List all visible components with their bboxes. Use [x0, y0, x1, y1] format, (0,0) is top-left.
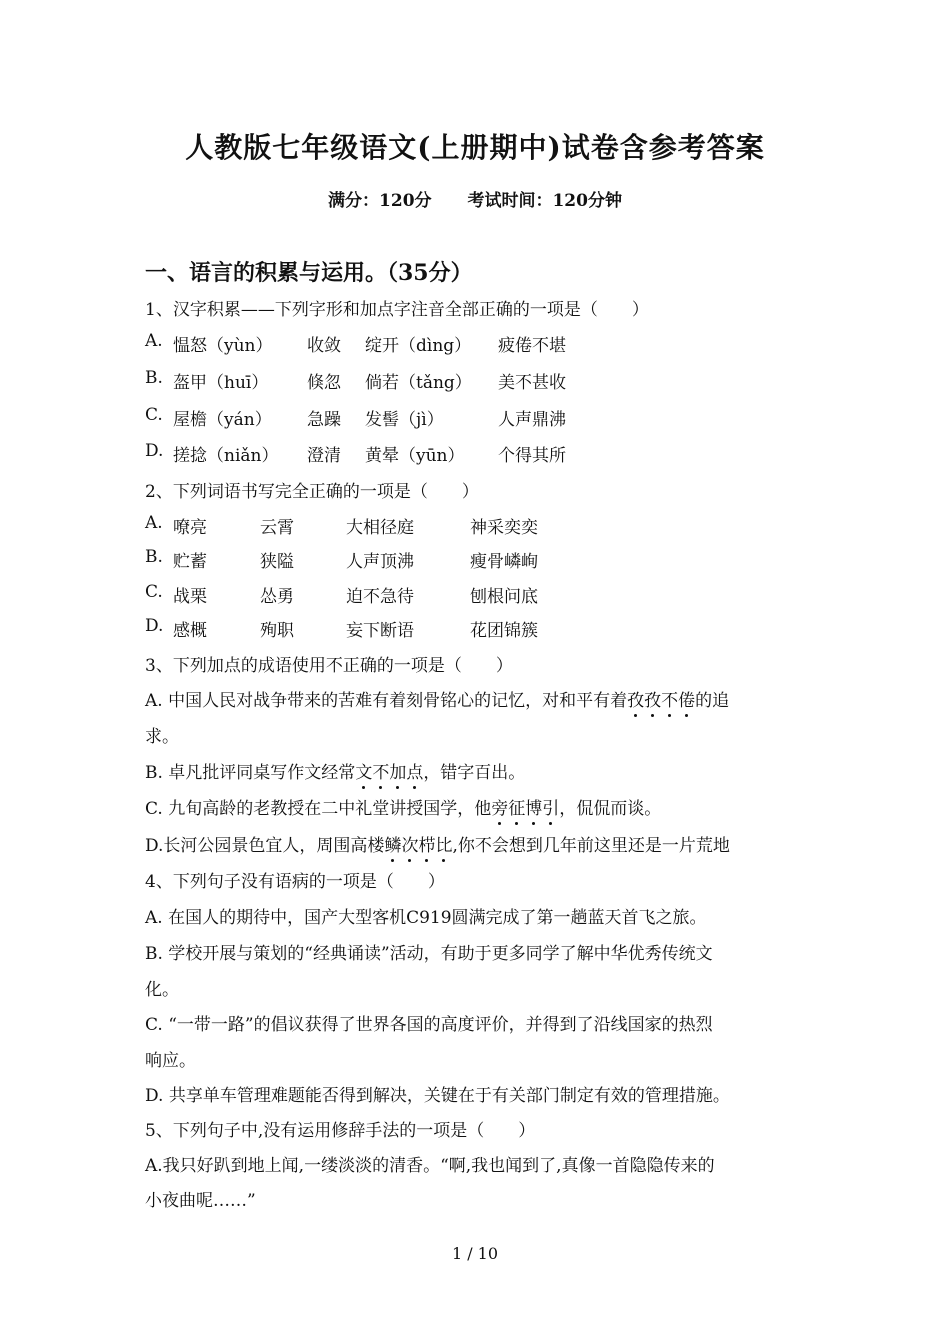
option-cell: 绽开（dìng） — [365, 336, 472, 356]
option-cell: 贮蓄 — [173, 552, 207, 572]
question-3-stem: 3、下列加点的成语使用不正确的一项是（ ） — [145, 656, 513, 676]
question-4-option-b-continued: 化。 — [145, 980, 179, 1000]
option-cell: 云霄 — [260, 518, 294, 538]
section-heading: 一、语言的积累与运用。（35分） — [145, 260, 473, 286]
dotted-char: 点 — [406, 758, 423, 783]
option-text: A. 中国人民对战争带来的苦难有着刻骨铭心的记忆，对和平有着 — [145, 691, 628, 711]
option-cell: 澄清 — [307, 446, 341, 466]
option-cell: 发髻（jì） — [365, 410, 444, 430]
option-cell: 收敛 — [307, 336, 341, 356]
option-label: A. — [145, 331, 163, 351]
dotted-char: 博 — [525, 794, 542, 819]
question-3-option-b — [145, 758, 525, 783]
question-4-option-c: C. “一带一路”的倡议获得了世界各国的高度评价，并得到了沿线国家的热烈 — [145, 1015, 713, 1035]
dotted-idiom — [491, 799, 559, 819]
option-label: D. — [145, 441, 164, 461]
option-cell: 殉职 — [260, 621, 294, 641]
option-cell: 刨根问底 — [470, 587, 538, 607]
option-cell: 感概 — [173, 621, 207, 641]
option-label: C. — [145, 582, 163, 602]
question-4-option-a: A. 在国人的期待中，国产大型客机C919圆满完成了第一趟蓝天首飞之旅。 — [145, 908, 707, 928]
option-cell: 神采奕奕 — [470, 518, 538, 538]
option-label: B. — [145, 368, 163, 388]
dotted-char: 栉 — [418, 831, 435, 856]
option-text: 的追 — [695, 691, 730, 711]
option-cell: 疲倦不堪 — [498, 336, 566, 356]
option-cell: 战栗 — [173, 587, 207, 607]
option-cell: 怂勇 — [260, 587, 294, 607]
option-text: ，侃侃而谈。 — [559, 799, 662, 819]
option-text: D.长河公园景色宜人，周围高楼 — [145, 836, 385, 856]
full-score: 满分：120分 — [328, 191, 432, 211]
dotted-char: 不 — [661, 686, 678, 711]
option-cell: 人声鼎沸 — [498, 410, 566, 430]
question-3-option-d — [145, 831, 730, 856]
question-5-option-a-continued: 小夜曲呢……” — [145, 1191, 256, 1211]
dotted-char: 比 — [435, 831, 452, 856]
dotted-char: 鳞 — [384, 831, 401, 856]
dotted-char: 倦 — [678, 686, 695, 711]
dotted-char: 文 — [355, 758, 372, 783]
exam-time: 考试时间：120分钟 — [467, 191, 622, 211]
dotted-idiom — [627, 691, 695, 711]
question-3-option-c — [145, 794, 661, 819]
question-3-option-a — [145, 686, 729, 711]
question-4-option-c-continued: 响应。 — [145, 1051, 196, 1071]
option-cell: 花团锦簇 — [470, 621, 538, 641]
dotted-idiom — [384, 836, 452, 856]
question-5-option-a: A.我只好趴到地上闻,一缕淡淡的清香。“啊,我也闻到了,真像一首隐隐传来的 — [145, 1156, 715, 1176]
option-cell: 愠怒（yùn） — [173, 336, 273, 356]
option-cell: 狭隘 — [260, 552, 294, 572]
option-label: D. — [145, 616, 164, 636]
option-cell: 大相径庭 — [346, 518, 414, 538]
dotted-char: 孜 — [627, 686, 644, 711]
option-cell: 搓捻（niǎn） — [173, 446, 279, 466]
option-cell: 迫不急待 — [346, 587, 414, 607]
option-cell: 人声顶沸 — [346, 552, 414, 572]
question-1-stem: 1、汉字积累——下列字形和加点字注音全部正确的一项是（ ） — [145, 300, 649, 320]
question-4-option-b: B. 学校开展与策划的“经典诵读”活动，有助于更多同学了解中华优秀传统文 — [145, 944, 713, 964]
option-cell: 美不甚收 — [498, 373, 566, 393]
option-cell: 倏忽 — [307, 373, 341, 393]
option-cell: 急躁 — [307, 410, 341, 430]
option-text: B. 卓凡批评同桌写作文经常 — [145, 763, 356, 783]
dotted-char: 征 — [508, 794, 525, 819]
question-4-stem: 4、下列句子没有语病的一项是（ ） — [145, 872, 445, 892]
exam-meta — [0, 186, 950, 211]
question-2-stem: 2、下列词语书写完全正确的一项是（ ） — [145, 482, 479, 502]
option-cell: 妄下断语 — [346, 621, 414, 641]
dotted-char: 不 — [372, 758, 389, 783]
option-cell: 倘若（tǎng） — [365, 373, 472, 393]
option-label: C. — [145, 405, 163, 425]
option-cell: 盔甲（huī） — [173, 373, 269, 393]
dotted-char: 孜 — [644, 686, 661, 711]
option-label: B. — [145, 547, 163, 567]
dotted-char: 次 — [401, 831, 418, 856]
dotted-char: 旁 — [491, 794, 508, 819]
option-cell: 黄晕（yūn） — [365, 446, 465, 466]
dotted-idiom — [355, 763, 423, 783]
option-cell: 个得其所 — [498, 446, 566, 466]
question-3-option-a-continued: 求。 — [145, 727, 179, 747]
option-cell: 瘦骨嶙峋 — [470, 552, 538, 572]
option-cell: 屋檐（yán） — [173, 410, 272, 430]
option-text: ，错字百出。 — [423, 763, 526, 783]
dotted-char: 引 — [542, 794, 559, 819]
option-text: ,你不会想到几年前这里还是一片荒地 — [452, 836, 730, 856]
page-number: 1 / 10 — [451, 1244, 499, 1263]
question-4-option-d: D. 共享单车管理难题能否得到解决，关键在于有关部门制定有效的管理措施。 — [145, 1086, 730, 1106]
exam-title: 人教版七年级语文(上册期中)试卷含参考答案 — [185, 131, 765, 164]
question-5-stem: 5、下列句子中,没有运用修辞手法的一项是（ ） — [145, 1121, 536, 1141]
dotted-char: 加 — [389, 758, 406, 783]
option-label: A. — [145, 513, 163, 533]
option-text: C. 九旬高龄的老教授在二中礼堂讲授国学，他 — [145, 799, 492, 819]
option-cell: 嘹亮 — [173, 518, 207, 538]
